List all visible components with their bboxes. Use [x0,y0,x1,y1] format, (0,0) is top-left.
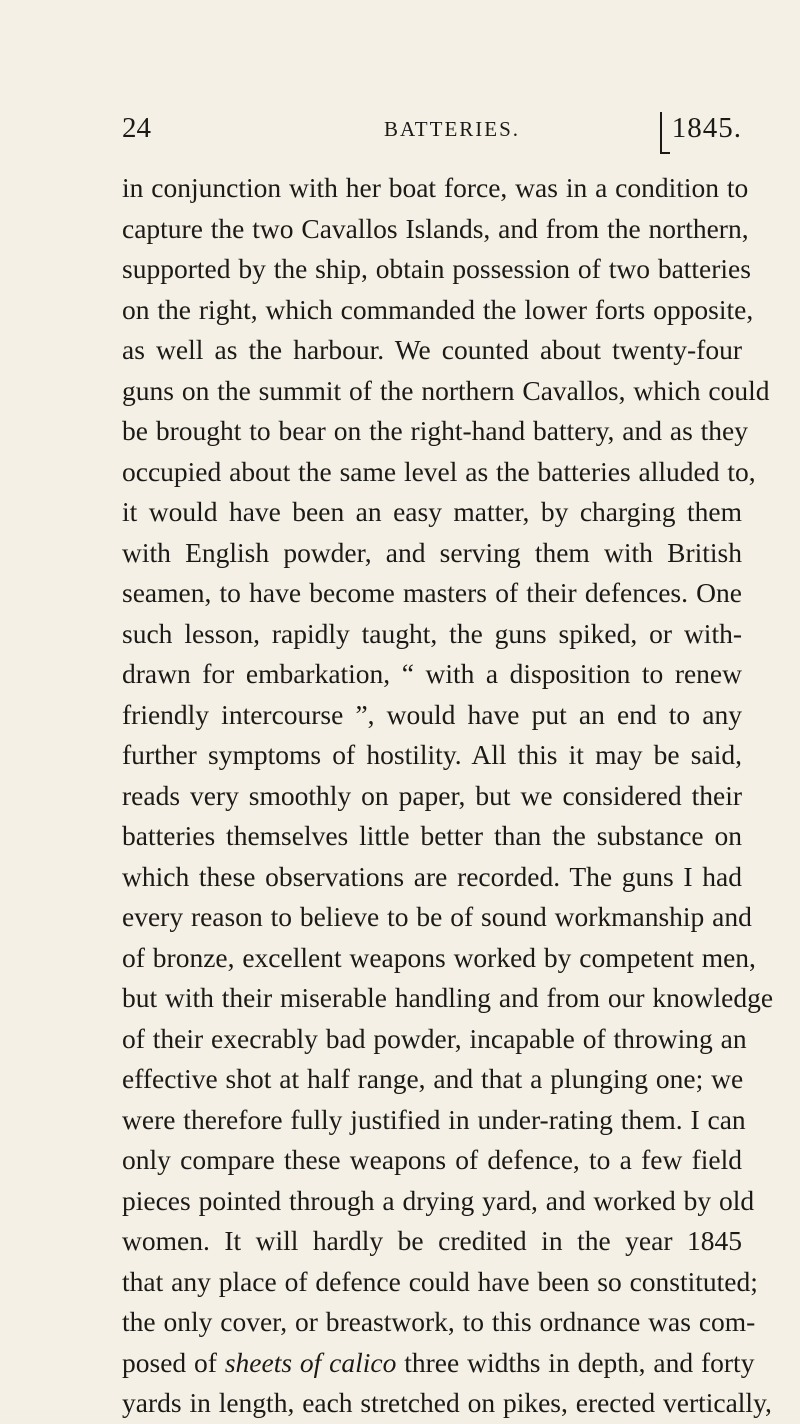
text-line: of their execrably bad powder, incapable of throwing an [122,1022,747,1054]
text-line: effective shot at half range, and that a plunging one; we [122,1063,744,1094]
text-line: occupied about the same level as the batteries alluded to, [122,455,756,487]
text-line: the only cover, or breastwork, to this ordnance was com- [122,1306,756,1337]
year-text: 1845. [671,112,742,144]
text-line: were therefore fully justified in under-rating them. I can [122,1103,746,1135]
text-line: further symptoms of hostility. All this it may be said, [122,739,742,770]
text-line: be brought to bear on the right-hand battery, and as they [122,415,749,446]
text-line: which these observations are recorded. The guns I had [122,860,742,892]
chapter-title: BATTERIES. [383,117,521,141]
text-line: with English powder, and serving them with British [122,536,742,568]
text-line: friendly intercourse ”, would have put an end to any [122,698,742,730]
year-marker [660,108,742,150]
body-text [122,168,774,1424]
text-segment: posed of [122,1346,225,1378]
text-line: in conjunction with her boat force, was in a condition to [122,172,749,203]
text-line: as well as the harbour. We counted about twenty-four [122,334,742,365]
text-line: drawn for embarkation, “ with a disposition to renew [122,658,742,689]
text-line: it would have been an easy matter, by charging them [122,496,742,527]
text-line: supported by the ship, obtain possession of two batteries [122,253,751,284]
text-line: women. It will hardly be credited in the year 1845 [122,1225,742,1256]
text-line: capture the two Cavallos Islands, and from the northern, [122,212,749,244]
text-line: such lesson, rapidly taught, the guns spiked, or with- [122,617,742,649]
text-line: every reason to believe to be of sound workmanship and [122,901,752,932]
text-line: on the right, which commanded the lower forts opposite, [122,293,754,325]
text-line-italic-phrase [122,1343,755,1384]
text-line: that any place of defence could have been so constituted; [122,1265,758,1297]
text-line: guns on the summit of the northern Cavallos, which could [122,374,770,406]
italic-phrase: sheets of calico [224,1346,397,1378]
text-line: only compare these weapons of defence, to a few field [122,1144,742,1175]
text-line: seamen, to have become masters of their defences. One [122,577,742,608]
running-head [122,108,742,156]
text-line: yards in length, each stretched on pikes, erected vertically, [122,1387,772,1418]
bracket-mark [660,112,670,154]
text-line: batteries themselves little better than the substance on [122,820,742,851]
text-line: pieces pointed through a drying yard, and worked by old [122,1184,755,1216]
text-line: reads very smoothly on paper, but we considered their [122,779,742,811]
text-line: of bronze, excellent weapons worked by competent men, [122,941,756,973]
text-segment: three widths in depth, and forty [396,1346,755,1378]
text-line: but with their miserable handling and from our knowledge [122,982,774,1013]
page-number: 24 [122,112,151,144]
